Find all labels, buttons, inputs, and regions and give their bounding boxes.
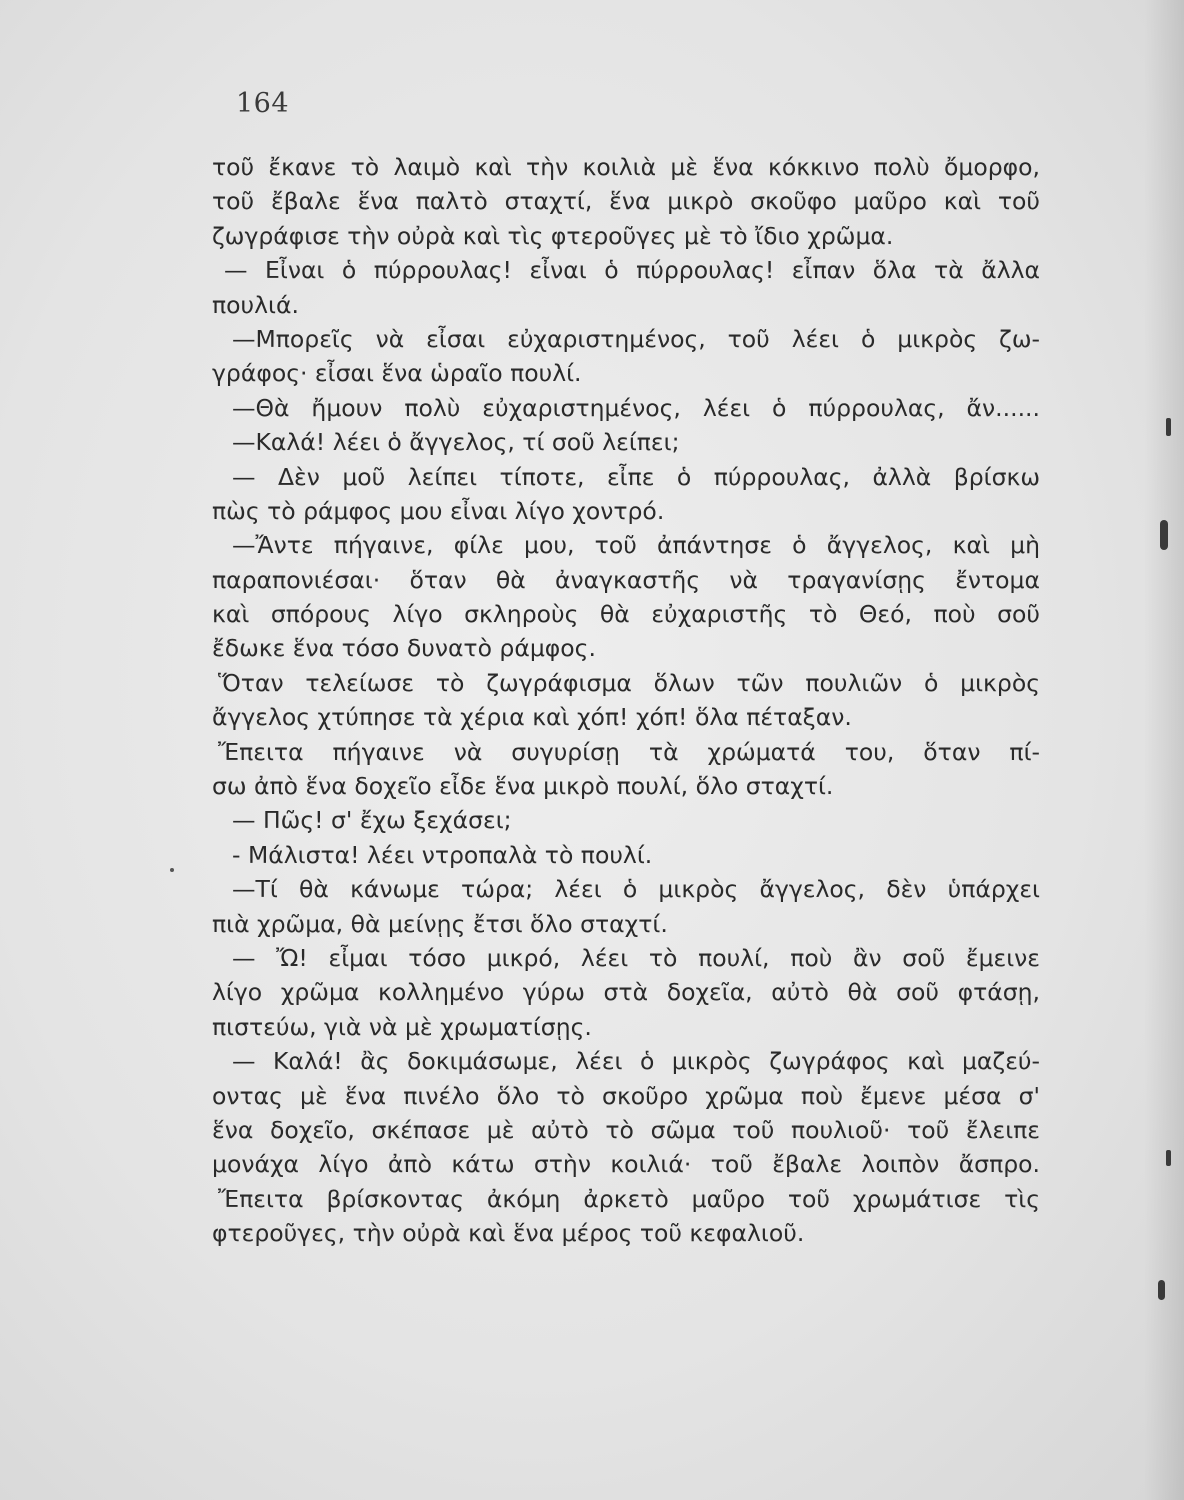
body-text <box>210 150 1040 1251</box>
text-line: σω ἀπὸ ἕνα δοχεῖο εἶδε ἕνα μικρὸ πουλί, ὅλο σταχτί. <box>212 772 834 801</box>
text-line: καὶ σπόρους λίγο σκληροὺς θὰ εὐχαριστῆς τὸ Θεό, ποὺ σοῦ <box>212 600 1040 629</box>
binding-mark <box>1160 520 1168 550</box>
text-line: φτεροῦγες, τὴν οὐρὰ καὶ ἕνα μέρος τοῦ κεφαλιοῦ. <box>212 1219 805 1248</box>
text-line: Ἔπειτα πήγαινε νὰ συγυρίσῃ τὰ χρώματά του, ὅταν πί- <box>218 737 1040 766</box>
text-line: τοῦ ἔκανε τὸ λαιμὸ καὶ τὴν κοιλιὰ μὲ ἕνα κόκκινο πολὺ ὄμορφο, <box>212 153 1040 181</box>
text-line: πιὰ χρῶμα, θὰ μείνῃς ἔτσι ὅλο σταχτί. <box>212 909 668 938</box>
text-line: — Πῶς! σ' ἔχω ξεχάσει; <box>232 806 512 835</box>
binding-mark <box>1166 418 1171 436</box>
text-line: — Ὤ! εἶμαι τόσο μικρό, λέει τὸ πουλί, ποὺ ἂν σοῦ ἔμεινε <box>232 943 1040 972</box>
text-line: οντας μὲ ἕνα πινέλο ὅλο τὸ σκοῦρο χρῶμα ποὺ ἔμενε μέσα σ' <box>212 1081 1040 1110</box>
text-line: —Ἄντε πήγαινε, φίλε μου, τοῦ ἀπάντησε ὁ ἄγγελος, καὶ μὴ <box>232 531 1040 560</box>
ink-speck <box>170 868 174 872</box>
text-line: γράφος· εἶσαι ἕνα ὡραῖο πουλί. <box>212 359 582 388</box>
text-line: Ὅταν τελείωσε τὸ ζωγράφισμα ὅλων τῶν πουλιῶν ὁ μικρὸς <box>218 668 1040 697</box>
text-line: παραπονιέσαι· ὅταν θὰ ἀναγκαστῆς νὰ τραγανίσῃς ἔντομα <box>212 565 1040 594</box>
text-line: ἔδωκε ἕνα τόσο δυνατὸ ράμφος. <box>212 634 596 663</box>
text-line: πουλιά. <box>212 290 299 319</box>
text-line: — Εἶναι ὁ πύρρουλας! εἶναι ὁ πύρρουλας! εἶπαν ὅλα τὰ ἄλλα <box>224 256 1040 285</box>
text-line: ἄγγελος χτύπησε τὰ χέρια καὶ χόπ! χόπ! ὅλα πέταξαν. <box>212 703 852 732</box>
text-line: —Θὰ ἤμουν πολὺ εὐχαριστημένος, λέει ὁ πύρρουλας, ἄν...... <box>232 393 1040 422</box>
binding-mark <box>1166 1150 1171 1166</box>
text-line: —Καλά! λέει ὁ ἄγγελος, τί σοῦ λείπει; <box>232 428 680 457</box>
text-line: πὼς τὸ ράμφος μου εἶναι λίγο χοντρό. <box>212 496 665 525</box>
page-number: 164 <box>236 88 290 119</box>
text-line: τοῦ ἔβαλε ἕνα παλτὸ σταχτί, ἕνα μικρὸ σκοῦφο μαῦρο καὶ τοῦ <box>212 187 1040 216</box>
text-line: — Καλά! ἂς δοκιμάσωμε, λέει ὁ μικρὸς ζωγράφος καὶ μαζεύ- <box>232 1047 1040 1076</box>
page-edge-shadow <box>1144 0 1184 1500</box>
text-line: λίγο χρῶμα κολλημένο γύρω στὰ δοχεῖα, αὐτὸ θὰ σοῦ φτάσῃ, <box>212 978 1040 1007</box>
text-line: ζωγράφισε τὴν οὐρὰ καὶ τὶς φτεροῦγες μὲ τὸ ἴδιο χρῶμα. <box>212 221 894 250</box>
text-line: — Δὲν μοῦ λείπει τίποτε, εἶπε ὁ πύρρουλας, ἀλλὰ βρίσκω <box>232 462 1040 491</box>
text-line: —Τί θὰ κάνωμε τώρα; λέει ὁ μικρὸς ἄγγελος, δὲν ὑπάρχει <box>232 875 1040 904</box>
text-line: Ἔπειτα βρίσκοντας ἀκόμη ἀρκετὸ μαῦρο τοῦ χρωμάτισε τὶς <box>218 1184 1040 1213</box>
text-line: μονάχα λίγο ἀπὸ κάτω στὴν κοιλιά· τοῦ ἔβαλε λοιπὸν ἄσπρο. <box>212 1150 1040 1179</box>
text-line: —Μπορεῖς νὰ εἶσαι εὐχαριστημένος, τοῦ λέει ὁ μικρὸς ζω- <box>232 324 1040 353</box>
text-line: - Μάλιστα! λέει ντροπαλὰ τὸ πουλί. <box>232 840 653 869</box>
text-line: πιστεύω, γιὰ νὰ μὲ χρωματίσῃς. <box>212 1012 592 1041</box>
binding-mark <box>1158 1280 1165 1300</box>
text-line: ἕνα δοχεῖο, σκέπασε μὲ αὐτὸ τὸ σῶμα τοῦ πουλιοῦ· τοῦ ἔλειπε <box>212 1115 1040 1144</box>
